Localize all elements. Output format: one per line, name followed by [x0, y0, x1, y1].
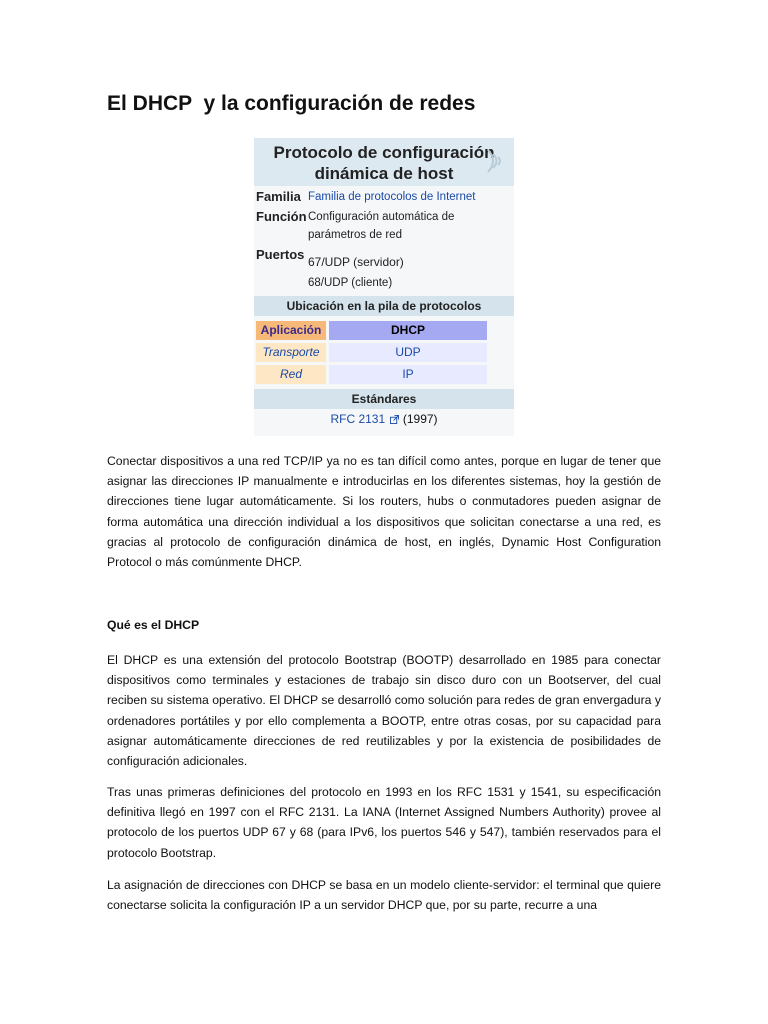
- intro-paragraph: Conectar dispositivos a una red TCP/IP ya no es tan difícil como antes, porque en lugar de tener que asignar las direcciones IP manualmente e introducirlas en los diferentes sistemas, hoy la gestión de direcciones tiene lugar automáticamente. Si los routers, hubs o conmutadores pueden asignar de forma automática una dirección individual a los dispositivos que solicitan conectarse a una red, es gracias al protocolo de configuración dinámica de host, en inglés, Dynamic Host Configuration Protocol o más comúnmente DHCP.: [107, 454, 661, 570]
- infobox-row-familia: [254, 188, 514, 210]
- infobox-header-line2: dinámica de host: [314, 164, 454, 183]
- row-value: parámetros de red: [308, 229, 402, 241]
- paragraph-3: La asignación de direcciones con DHCP se basa en un modelo cliente-servidor: el terminal que quiere conectarse solicita la configuración IP a un servidor DHCP que, por su parte, recurre a una: [107, 878, 661, 913]
- wireless-icon: [480, 144, 510, 178]
- rfc-link[interactable]: RFC 2131: [330, 412, 386, 426]
- row-value: Configuración automática de: [308, 211, 455, 223]
- familia-link[interactable]: Familia de protocolos de Internet: [308, 191, 476, 203]
- infobox-header-line1: Protocolo de configuración: [273, 143, 495, 162]
- row-key: Función: [256, 209, 307, 224]
- infobox-row-funcion: [254, 208, 514, 248]
- standard-year: (1997): [402, 412, 438, 426]
- paragraph-1: El DHCP es una extensión del protocolo Bootstrap (BOOTP) desarrollado en 1985 para conectar dispositivos como terminales y estaciones de trabajo sin disco duro con un Bootserver, del cual reciben su sistema operativo. El DHCP se desarrolló como solución para redes de gran envergadura y ordenadores portátiles y por ello complementa a BOOTP, entre otras cosas, por su capacidad para asignar automáticamente direcciones de red reutilizables y por la existencia de posibilidades de configuración adicionales.: [107, 653, 661, 769]
- infobox-row-puertos: [254, 246, 514, 294]
- stack-title: Ubicación en la pila de protocolos: [254, 296, 514, 316]
- page-title: El DHCP y la configuración de redes: [107, 92, 476, 115]
- row-value: 68/UDP (cliente): [308, 277, 393, 289]
- infobox-header: [254, 138, 514, 186]
- protocol-udp[interactable]: UDP: [329, 343, 487, 362]
- layer-aplicacion[interactable]: Aplicación: [256, 321, 326, 340]
- protocol-ip[interactable]: IP: [329, 365, 487, 384]
- standards-title: Estándares: [254, 389, 514, 409]
- row-key: Familia: [256, 189, 301, 204]
- row-value: 67/UDP (servidor): [308, 255, 404, 269]
- row-key: Puertos: [256, 247, 305, 262]
- section-heading: Qué es el DHCP: [107, 618, 200, 632]
- protocol-infobox: [254, 138, 514, 436]
- external-link-icon: [390, 415, 399, 424]
- protocol-dhcp: DHCP: [329, 321, 487, 340]
- paragraph-2: Tras unas primeras definiciones del protocolo en 1993 en los RFC 1531 y 1541, su especificación definitiva llegó en 1997 con el RFC 2131. La IANA (Internet Assigned Numbers Authority) provee al protocolo de los puertos UDP 67 y 68 (para IPv6, los puertos 546 y 547), también reservados para el protocolo Bootstrap.: [107, 785, 661, 860]
- standard-line: [254, 412, 514, 426]
- layer-transporte[interactable]: Transporte: [256, 343, 326, 362]
- layer-red[interactable]: Red: [256, 365, 326, 384]
